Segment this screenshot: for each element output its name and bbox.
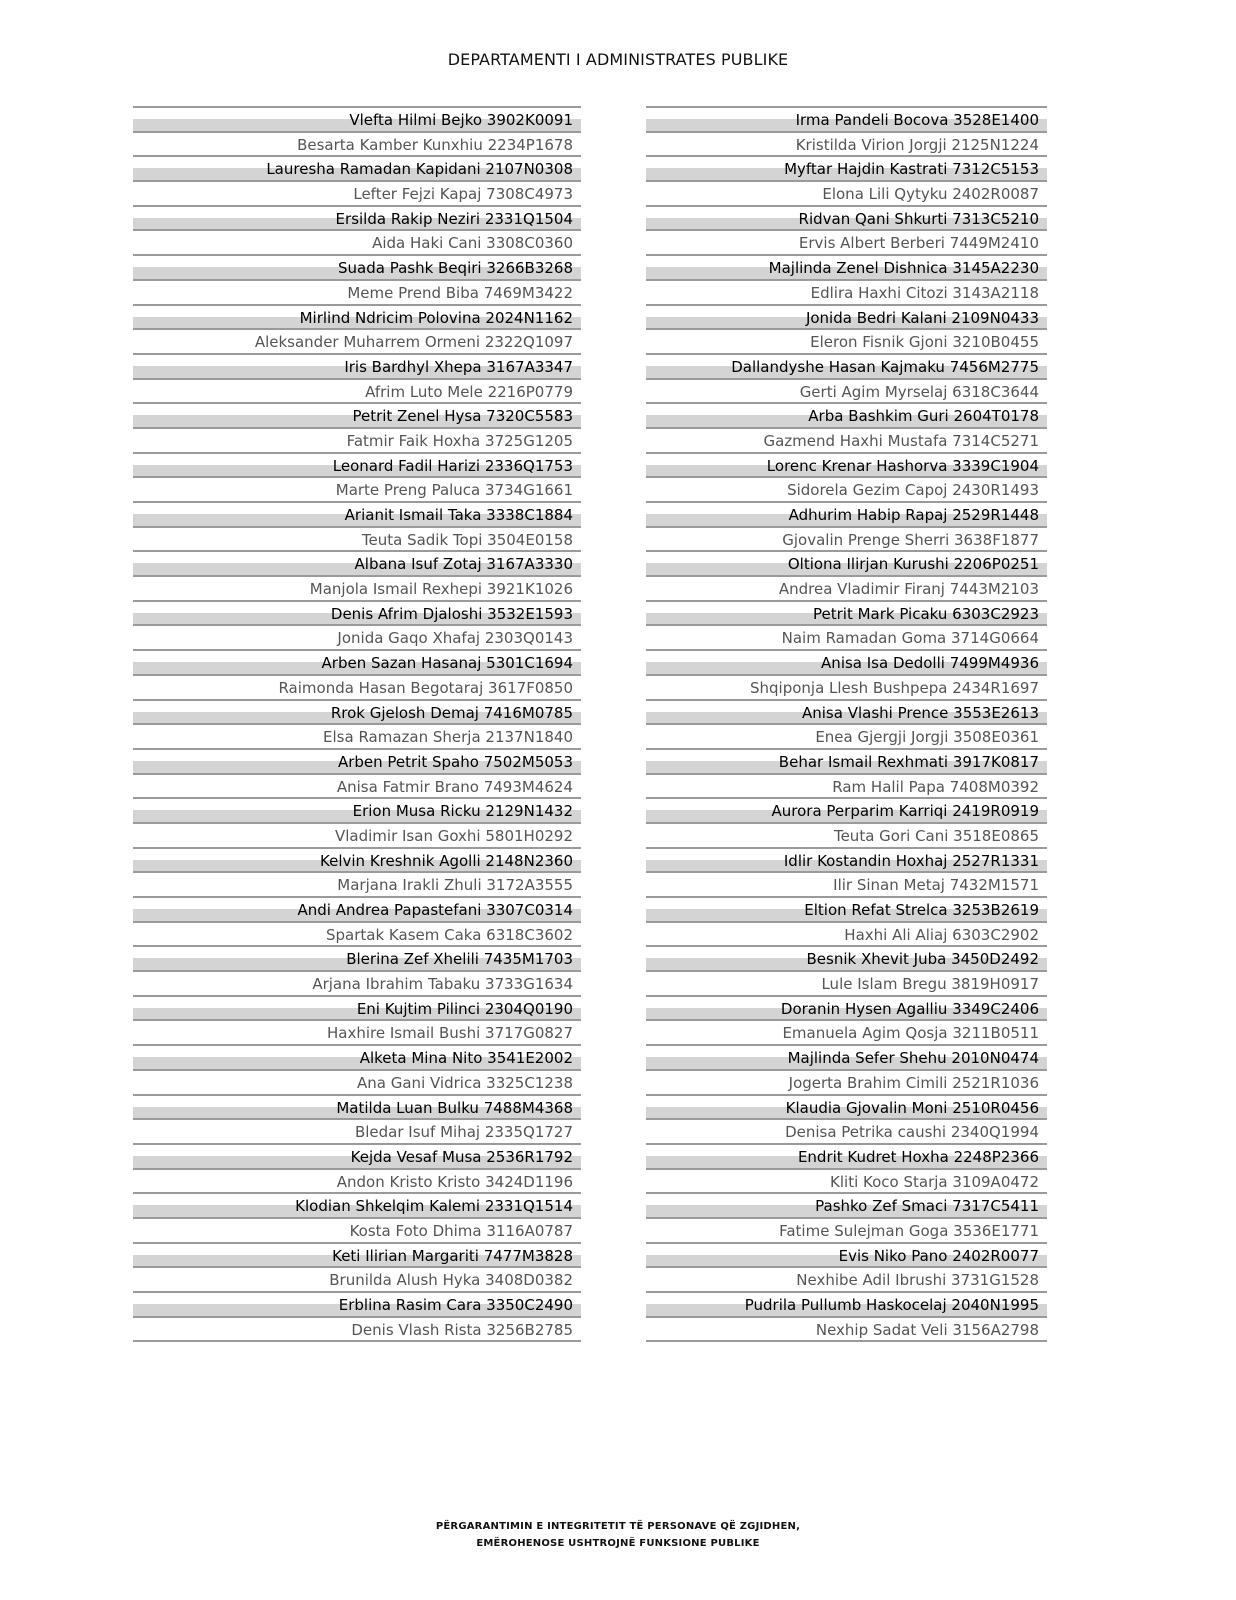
list-item: Keti Ilirian Margariti 7477M3828 — [133, 1244, 581, 1269]
list-item: Aleksander Muharrem Ormeni 2322Q1097 — [133, 330, 581, 355]
list-item: Lorenc Krenar Hashorva 3339C1904 — [646, 454, 1047, 479]
list-item: Endrit Kudret Hoxha 2248P2366 — [646, 1145, 1047, 1170]
list-item: Elona Lili Qytyku 2402R0087 — [646, 182, 1047, 207]
list-item: Lefter Fejzi Kapaj 7308C4973 — [133, 182, 581, 207]
list-item: Enea Gjergji Jorgji 3508E0361 — [646, 725, 1047, 750]
list-item: Lule Islam Bregu 3819H0917 — [646, 972, 1047, 997]
list-item: Denisa Petrika caushi 2340Q1994 — [646, 1120, 1047, 1145]
list-item: Erblina Rasim Cara 3350C2490 — [133, 1293, 581, 1318]
list-item: Pashko Zef Smaci 7317C5411 — [646, 1194, 1047, 1219]
list-item: Marjana Irakli Zhuli 3172A3555 — [133, 873, 581, 898]
list-item: Ana Gani Vidrica 3325C1238 — [133, 1071, 581, 1096]
list-item: Gjovalin Prenge Sherri 3638F1877 — [646, 528, 1047, 553]
list-item: Ersilda Rakip Neziri 2331Q1504 — [133, 207, 581, 232]
list-item: Meme Prend Biba 7469M3422 — [133, 281, 581, 306]
list-item: Blerina Zef Xhelili 7435M1703 — [133, 947, 581, 972]
list-item: Oltiona Ilirjan Kurushi 2206P0251 — [646, 552, 1047, 577]
list-item: Evis Niko Pano 2402R0077 — [646, 1244, 1047, 1269]
list-item: Manjola Ismail Rexhepi 3921K1026 — [133, 577, 581, 602]
list-item: Majlinda Zenel Dishnica 3145A2230 — [646, 256, 1047, 281]
list-item: Denis Afrim Djaloshi 3532E1593 — [133, 602, 581, 627]
list-item: Afrim Luto Mele 2216P0779 — [133, 380, 581, 405]
footer-line-1: PËRGARANTIMIN E INTEGRITETIT TË PERSONAVE QË ZGJIDHEN, — [435, 1521, 801, 1532]
list-item: Besarta Kamber Kunxhiu 2234P1678 — [133, 133, 581, 158]
list-item: Raimonda Hasan Begotaraj 3617F0850 — [133, 676, 581, 701]
list-item: Anisa Fatmir Brano 7493M4624 — [133, 775, 581, 800]
list-item: Ilir Sinan Metaj 7432M1571 — [646, 873, 1047, 898]
list-item: Elsa Ramazan Sherja 2137N1840 — [133, 725, 581, 750]
list-item: Ram Halil Papa 7408M0392 — [646, 775, 1047, 800]
list-item: Nexhip Sadat Veli 3156A2798 — [646, 1318, 1047, 1343]
list-item: Kelvin Kreshnik Agolli 2148N2360 — [133, 849, 581, 874]
list-item: Ridvan Qani Shkurti 7313C5210 — [646, 207, 1047, 232]
list-item: Irma Pandeli Bocova 3528E1400 — [646, 108, 1047, 133]
list-item: Pudrila Pullumb Haskocelaj 2040N1995 — [646, 1293, 1047, 1318]
list-item: Kejda Vesaf Musa 2536R1792 — [133, 1145, 581, 1170]
list-item: Andi Andrea Papastefani 3307C0314 — [133, 898, 581, 923]
page-title: DEPARTAMENTI I ADMINISTRATES PUBLIKE — [447, 50, 789, 69]
list-item: Teuta Sadik Topi 3504E0158 — [133, 528, 581, 553]
list-item: Lauresha Ramadan Kapidani 2107N0308 — [133, 157, 581, 182]
list-item: Dallandyshe Hasan Kajmaku 7456M2775 — [646, 355, 1047, 380]
list-item: Sidorela Gezim Capoj 2430R1493 — [646, 478, 1047, 503]
list-item: Teuta Gori Cani 3518E0865 — [646, 824, 1047, 849]
list-item: Leonard Fadil Harizi 2336Q1753 — [133, 454, 581, 479]
list-item: Andrea Vladimir Firanj 7443M2103 — [646, 577, 1047, 602]
list-item: Behar Ismail Rexhmati 3917K0817 — [646, 750, 1047, 775]
list-item: Fatime Sulejman Goga 3536E1771 — [646, 1219, 1047, 1244]
list-item: Idlir Kostandin Hoxhaj 2527R1331 — [646, 849, 1047, 874]
list-item: Arianit Ismail Taka 3338C1884 — [133, 503, 581, 528]
list-item: Doranin Hysen Agalliu 3349C2406 — [646, 997, 1047, 1022]
list-item: Anisa Isa Dedolli 7499M4936 — [646, 651, 1047, 676]
list-item: Albana Isuf Zotaj 3167A3330 — [133, 552, 581, 577]
list-item: Eltion Refat Strelca 3253B2619 — [646, 898, 1047, 923]
list-item: Erion Musa Ricku 2129N1432 — [133, 799, 581, 824]
list-item: Denis Vlash Rista 3256B2785 — [133, 1318, 581, 1343]
list-item: Gerti Agim Myrselaj 6318C3644 — [646, 380, 1047, 405]
list-item: Alketa Mina Nito 3541E2002 — [133, 1046, 581, 1071]
list-item: Jogerta Brahim Cimili 2521R1036 — [646, 1071, 1047, 1096]
list-item: Naim Ramadan Goma 3714G0664 — [646, 626, 1047, 651]
list-item: Marte Preng Paluca 3734G1661 — [133, 478, 581, 503]
list-item: Majlinda Sefer Shehu 2010N0474 — [646, 1046, 1047, 1071]
list-item: Rrok Gjelosh Demaj 7416M0785 — [133, 701, 581, 726]
list-item: Kliti Koco Starja 3109A0472 — [646, 1170, 1047, 1195]
list-item: Klaudia Gjovalin Moni 2510R0456 — [646, 1096, 1047, 1121]
list-item: Arben Petrit Spaho 7502M5053 — [133, 750, 581, 775]
list-item: Ervis Albert Berberi 7449M2410 — [646, 231, 1047, 256]
list-item: Aurora Perparim Karriqi 2419R0919 — [646, 799, 1047, 824]
list-item: Andon Kristo Kristo 3424D1196 — [133, 1170, 581, 1195]
list-item: Iris Bardhyl Xhepa 3167A3347 — [133, 355, 581, 380]
list-item: Haxhi Ali Aliaj 6303C2902 — [646, 923, 1047, 948]
list-item: Arjana Ibrahim Tabaku 3733G1634 — [133, 972, 581, 997]
list-item: Haxhire Ismail Bushi 3717G0827 — [133, 1021, 581, 1046]
list-item: Myftar Hajdin Kastrati 7312C5153 — [646, 157, 1047, 182]
list-item: Mirlind Ndricim Polovina 2024N1162 — [133, 306, 581, 331]
list-item: Matilda Luan Bulku 7488M4368 — [133, 1096, 581, 1121]
list-item: Kosta Foto Dhima 3116A0787 — [133, 1219, 581, 1244]
list-item: Aida Haki Cani 3308C0360 — [133, 231, 581, 256]
list-item: Eni Kujtim Pilinci 2304Q0190 — [133, 997, 581, 1022]
left-name-list — [133, 106, 581, 1342]
list-item: Emanuela Agim Qosja 3211B0511 — [646, 1021, 1047, 1046]
list-item: Vladimir Isan Goxhi 5801H0292 — [133, 824, 581, 849]
list-item: Petrit Mark Picaku 6303C2923 — [646, 602, 1047, 627]
list-item: Arba Bashkim Guri 2604T0178 — [646, 404, 1047, 429]
list-item: Brunilda Alush Hyka 3408D0382 — [133, 1268, 581, 1293]
list-item: Jonida Bedri Kalani 2109N0433 — [646, 306, 1047, 331]
list-item: Klodian Shkelqim Kalemi 2331Q1514 — [133, 1194, 581, 1219]
list-item: Shqiponja Llesh Bushpepa 2434R1697 — [646, 676, 1047, 701]
list-item: Suada Pashk Beqiri 3266B3268 — [133, 256, 581, 281]
list-item: Petrit Zenel Hysa 7320C5583 — [133, 404, 581, 429]
list-item: Eleron Fisnik Gjoni 3210B0455 — [646, 330, 1047, 355]
footer-line-2: EMËROHENOSE USHTROJNË FUNKSIONE PUBLIKE — [476, 1538, 760, 1549]
list-item: Edlira Haxhi Citozi 3143A2118 — [646, 281, 1047, 306]
list-item: Fatmir Faik Hoxha 3725G1205 — [133, 429, 581, 454]
list-item: Arben Sazan Hasanaj 5301C1694 — [133, 651, 581, 676]
list-item: Vlefta Hilmi Bejko 3902K0091 — [133, 108, 581, 133]
list-item: Bledar Isuf Mihaj 2335Q1727 — [133, 1120, 581, 1145]
right-name-list — [646, 106, 1047, 1342]
list-item: Kristilda Virion Jorgji 2125N1224 — [646, 133, 1047, 158]
list-item: Spartak Kasem Caka 6318C3602 — [133, 923, 581, 948]
list-item: Anisa Vlashi Prence 3553E2613 — [646, 701, 1047, 726]
list-item: Nexhibe Adil Ibrushi 3731G1528 — [646, 1268, 1047, 1293]
list-item: Jonida Gaqo Xhafaj 2303Q0143 — [133, 626, 581, 651]
list-item: Besnik Xhevit Juba 3450D2492 — [646, 947, 1047, 972]
list-item: Gazmend Haxhi Mustafa 7314C5271 — [646, 429, 1047, 454]
footer — [0, 1518, 1236, 1552]
list-item: Adhurim Habip Rapaj 2529R1448 — [646, 503, 1047, 528]
